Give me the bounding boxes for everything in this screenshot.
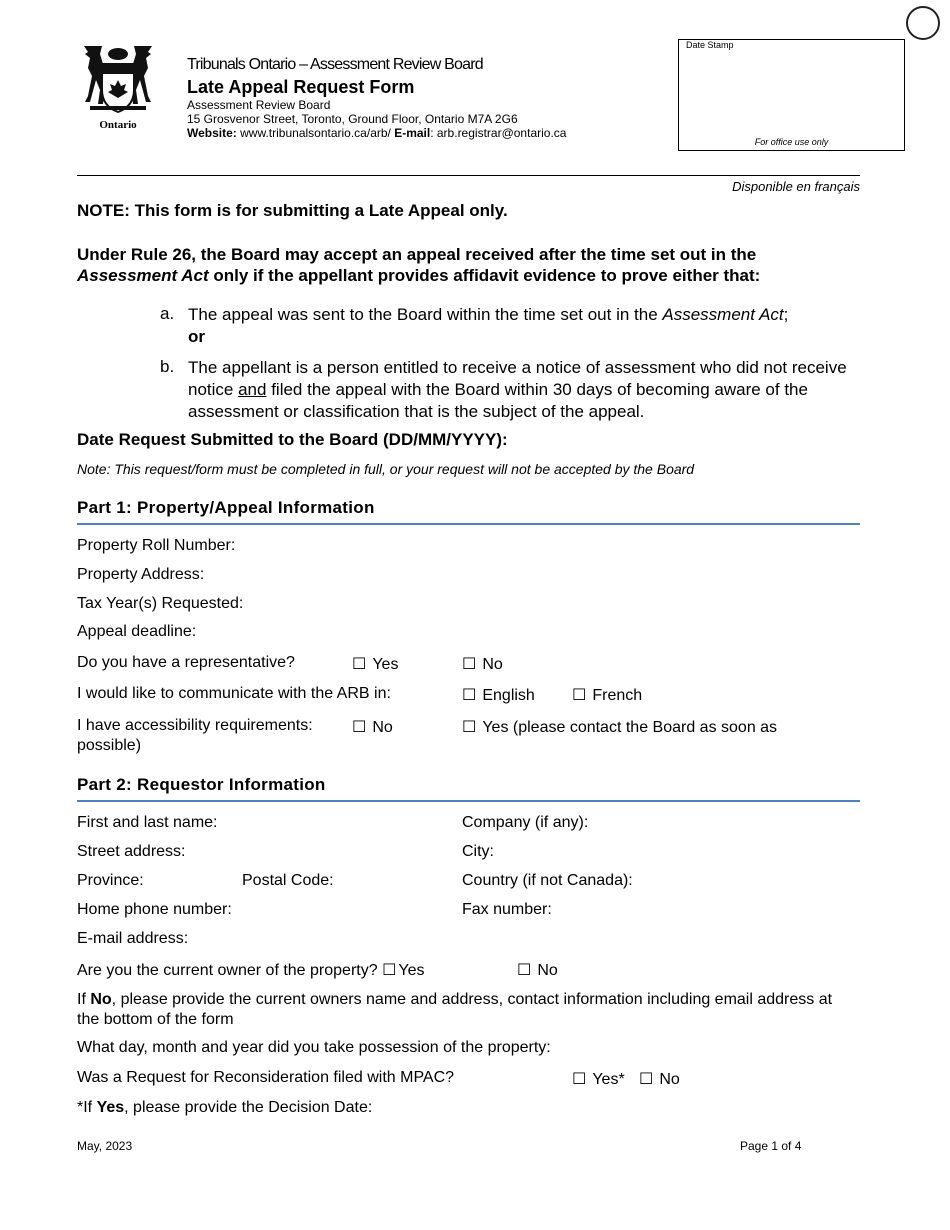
french-availability-link[interactable]: Disponible en français — [732, 179, 860, 194]
checkbox-icon[interactable]: ☐ — [352, 719, 367, 736]
part1-heading: Part 1: Property/Appeal Information — [77, 498, 375, 517]
logo-text: Ontario — [99, 119, 137, 131]
board-name: Assessment Review Board — [187, 98, 331, 112]
option-label: French — [592, 687, 643, 704]
owner-question-text: Are you the current owner of the property? — [77, 962, 378, 979]
completion-note: Note: This request/form must be completed in full, or your request will not be accepted by the Board — [77, 461, 695, 477]
checkbox-icon[interactable]: ☐ — [639, 1071, 654, 1088]
if-yes-bold: Yes — [96, 1099, 125, 1116]
option-label: No — [659, 1071, 680, 1088]
possession-question: What day, month and year did you take possession of the property: — [77, 1039, 551, 1056]
list-item-a — [188, 304, 863, 348]
tax-year-label: Tax Year(s) Requested: — [77, 595, 244, 612]
reconsideration-no-option[interactable] — [639, 1069, 680, 1089]
reconsideration-question: Was a Request for Reconsideration filed with MPAC? — [77, 1069, 455, 1086]
fax-label: Fax number: — [462, 901, 552, 918]
appeal-deadline-label: Appeal deadline: — [77, 623, 197, 640]
date-stamp-label: Date Stamp — [686, 40, 734, 50]
footer-page-number: Page 1 of 4 — [740, 1139, 802, 1153]
email-label: E-mail — [394, 126, 431, 140]
list-b-text: The appellant is a person entitled to receive a notice of assessment who did not receive notice — [188, 358, 847, 399]
property-address-label: Property Address: — [77, 566, 205, 583]
if-no-text: , please provide the current owners name and address, contact information including email address at the bottom of the form — [77, 991, 833, 1028]
checkbox-icon[interactable]: ☐ — [572, 1071, 587, 1088]
decision-date-label — [77, 1099, 372, 1117]
checkbox-icon[interactable]: ☐ — [352, 656, 367, 673]
if-no-bold: No — [90, 991, 112, 1008]
list-b-and: and — [238, 380, 267, 399]
accessibility-no-option[interactable] — [352, 717, 393, 737]
header-rule — [77, 175, 860, 176]
org-name: Tribunals Ontario – Assessment Review Board — [187, 56, 483, 73]
website-label: Website: — [187, 126, 237, 140]
list-b-text-2: filed the appeal with the Board within 30 days of becoming aware of the assessment or classification that is the subject of the appeal. — [188, 380, 808, 421]
ontario-crest-logo — [78, 42, 158, 134]
part2-heading: Part 2: Requestor Information — [77, 775, 326, 794]
checkbox-icon[interactable]: ☐ — [572, 687, 587, 704]
owner-question — [77, 960, 425, 980]
street-label: Street address: — [77, 843, 186, 860]
part1-rule — [77, 523, 860, 525]
postal-code-label: Postal Code: — [242, 872, 334, 889]
checkbox-icon[interactable]: ☐ — [462, 719, 477, 736]
option-label: No — [537, 962, 558, 979]
option-label: Yes — [372, 656, 399, 673]
if-no-instructions — [77, 990, 837, 1030]
rule26-paragraph — [77, 244, 867, 286]
email-label: E-mail address: — [77, 930, 189, 947]
if-yes-text: , please provide the Decision Date: — [124, 1099, 373, 1116]
option-label: No — [372, 719, 393, 736]
reconsideration-yes-option[interactable] — [572, 1069, 625, 1089]
if-yes-pre: *If — [77, 1099, 97, 1116]
board-address: 15 Grosvenor Street, Toronto, Ground Floor, Ontario M7A 2G6 — [187, 112, 518, 126]
city-label: City: — [462, 843, 494, 860]
home-phone-label: Home phone number: — [77, 901, 232, 918]
list-a-text: The appeal was sent to the Board within the time set out in the — [188, 305, 663, 324]
representative-no-option[interactable] — [462, 654, 503, 674]
province-label: Province: — [77, 872, 144, 889]
checkbox-icon[interactable]: ☐ — [462, 656, 477, 673]
accessibility-yes-option[interactable] — [462, 717, 777, 737]
office-use-label: For office use only — [754, 137, 829, 147]
corner-circle-mark — [906, 6, 940, 40]
representative-yes-option[interactable] — [352, 654, 398, 674]
footer-date: May, 2023 — [77, 1139, 133, 1153]
country-label: Country (if not Canada): — [462, 872, 633, 889]
property-roll-label: Property Roll Number: — [77, 537, 236, 554]
if-no-pre: If — [77, 991, 91, 1008]
accessibility-continuation: possible) — [77, 737, 142, 754]
list-item-b — [188, 357, 863, 423]
part2-rule — [77, 800, 860, 802]
owner-yes-option[interactable] — [382, 962, 424, 979]
list-a-act: Assessment Act — [662, 305, 784, 324]
representative-question: Do you have a representative? — [77, 654, 295, 671]
option-label: No — [482, 656, 503, 673]
list-letter-b: b. — [160, 357, 175, 376]
accessibility-question: I have accessibility requirements: — [77, 717, 313, 734]
company-label: Company (if any): — [462, 814, 589, 831]
rule26-text: Under Rule 26, the Board may accept an appeal received after the time set out in the — [77, 245, 757, 264]
language-question: I would like to communicate with the ARB in: — [77, 685, 391, 702]
language-french-option[interactable] — [572, 685, 642, 705]
form-title: Late Appeal Request Form — [187, 77, 415, 97]
checkbox-icon[interactable]: ☐ — [462, 687, 477, 704]
list-letter-a: a. — [160, 304, 175, 323]
option-label: Yes — [398, 962, 425, 979]
list-a-or: or — [188, 327, 205, 346]
option-label: English — [482, 687, 535, 704]
language-english-option[interactable] — [462, 685, 535, 705]
owner-no-option[interactable] — [517, 960, 558, 980]
date-request-label: Date Request Submitted to the Board (DD/MM/YYYY): — [77, 430, 508, 449]
website-link[interactable]: www.tribunalsontario.ca/arb/ — [236, 126, 395, 140]
date-stamp-box — [678, 39, 905, 151]
late-appeal-note: NOTE: This form is for submitting a Late Appeal only. — [77, 201, 508, 220]
option-label: Yes (please contact the Board as soon as — [482, 719, 778, 736]
name-label: First and last name: — [77, 814, 218, 831]
rule26-act: Assessment Act — [77, 266, 209, 285]
email-address[interactable]: : arb.registrar@ontario.ca — [430, 126, 567, 140]
rule26-text-2: only if the appellant provides affidavit evidence to prove either that: — [208, 266, 761, 285]
list-a-semicolon: ; — [783, 305, 789, 324]
checkbox-icon[interactable]: ☐ — [382, 962, 397, 979]
option-label: Yes* — [592, 1071, 625, 1088]
contact-line — [187, 126, 566, 140]
checkbox-icon[interactable]: ☐ — [517, 962, 532, 979]
